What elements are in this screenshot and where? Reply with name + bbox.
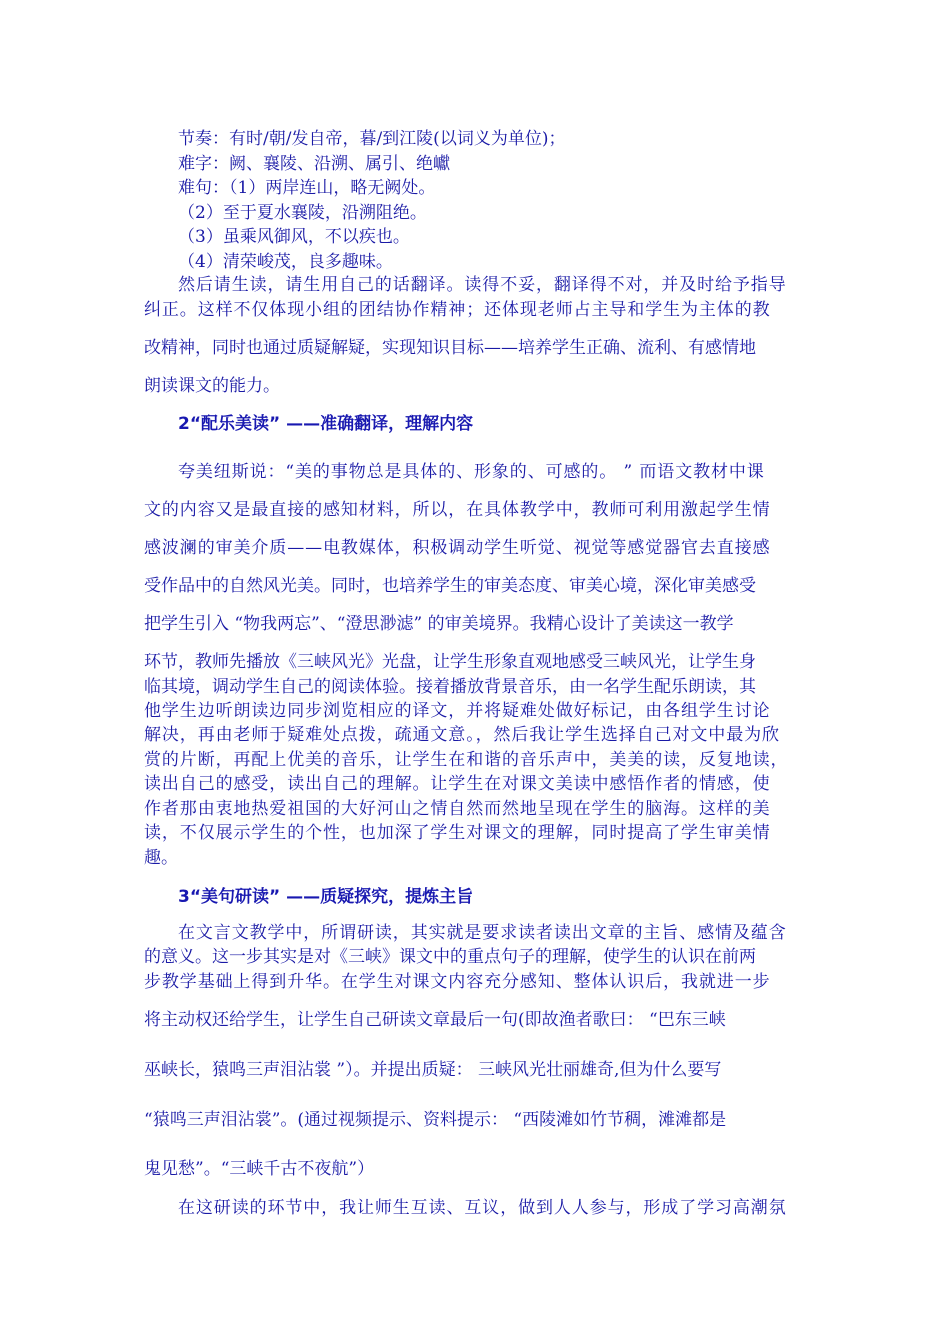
paragraph-line: 的意义。这一步其实是对《三峡》课文中的重点句子的理解，使学生的认识在前两 <box>144 947 756 967</box>
section-heading-2: 2“配乐美读” ——准确翻译，理解内容 <box>178 414 474 434</box>
paragraph-line: 趣。 <box>144 848 178 868</box>
paragraph-line: “猿鸣三声泪沾裳”。(通过视频提示、资料提示： “西陵滩如竹节稠，滩滩都是 <box>144 1110 727 1130</box>
paragraph-line: 步教学基础上得到升华。在学生对课文内容充分感知、整体认识后，我就进一步 <box>144 972 771 992</box>
hard-words-line: 难字：阙、襄陵、沿溯、属引、绝巘 <box>178 154 450 174</box>
paragraph-line: 纠正。这样不仅体现小组的团结协作精神；还体现老师占主导和学生为主体的教 <box>144 300 771 320</box>
section-heading-3: 3“美句研读” ——质疑探究，提炼主旨 <box>178 887 474 907</box>
hard-sentences-line: 难句：（1）两岸连山，略无阙处。 <box>178 178 436 198</box>
paragraph-line: 将主动权还给学生，让学生自己研读文章最后一句(即故渔者歌曰： “巴东三峡 <box>144 1010 726 1030</box>
paragraph-line: 读出自己的感受，读出自己的理解。让学生在对课文美读中感悟作者的情感，使 <box>144 774 771 794</box>
paragraph-line: 把学生引入 “物我两忘”、“澄思渺滤” 的审美境界。我精心设计了美读这一教学 <box>144 614 734 634</box>
paragraph-line: 感波澜的审美介质——电教媒体，积极调动学生听觉、视觉等感觉器官去直接感 <box>144 538 771 558</box>
paragraph-line: 文的内容又是最直接的感知材料，所以，在具体教学中，教师可利用激起学生情 <box>144 500 771 520</box>
paragraph-line: 赏的片断，再配上优美的音乐，让学生在和谐的音乐声中，美美的读，反复地读， <box>144 750 789 770</box>
paragraph-line: 环节，教师先播放《三峡风光》光盘，让学生形象直观地感受三峡风光，让学生身 <box>144 652 756 672</box>
rhythm-line: 节奏：有时/朝/发自帝，暮/到江陵(以词义为单位)； <box>178 129 566 149</box>
paragraph-line: 鬼见愁”。“三峡千古不夜航”） <box>144 1159 375 1179</box>
paragraph-line: 朗读课文的能力。 <box>144 376 280 396</box>
hard-sentence-2: （2）至于夏水襄陵，沿溯阻绝。 <box>178 203 427 223</box>
paragraph-line: 在文言文教学中，所谓研读，其实就是要求读者读出文章的主旨、感情及蕴含 <box>178 923 787 943</box>
paragraph-line: 巫峡长，猿鸣三声泪沾裳 ”）。并提出质疑： 三峡风光壮丽雄奇,但为什么要写 <box>144 1060 722 1080</box>
paragraph-line: 解决，再由老师于疑难处点拨，疏通文意。，然后我让学生选择自己对文中最为欣 <box>144 725 780 745</box>
hard-sentence-3: （3）虽乘风御风，不以疾也。 <box>178 227 410 247</box>
paragraph-line: 作者那由衷地热爱祖国的大好河山之情自然而然地呈现在学生的脑海。这样的美 <box>144 799 771 819</box>
paragraph-line: 临其境，调动学生自己的阅读体验。接着播放背景音乐，由一名学生配乐朗读，其 <box>144 677 756 697</box>
paragraph-line: 然后请生读，请生用自己的话翻译。读得不妥，翻译得不对，并及时给予指导 <box>178 275 787 295</box>
paragraph-line: 在这研读的环节中，我让师生互读、互议，做到人人参与，形成了学习高潮氛 <box>178 1198 787 1218</box>
paragraph-line: 夸美纽斯说：“美的事物总是具体的、形象的、可感的。 ” 而语文教材中课 <box>178 462 765 482</box>
paragraph-line: 受作品中的自然风光美。同时，也培养学生的审美态度、审美心境，深化审美感受 <box>144 576 756 596</box>
paragraph-line: 改精神，同时也通过质疑解疑，实现知识目标——培养学生正确、流利、有感情地 <box>144 338 756 358</box>
paragraph-line: 他学生边听朗读边同步浏览相应的译文，并将疑难处做好标记，由各组学生讨论 <box>144 701 771 721</box>
paragraph-line: 读，不仅展示学生的个性，也加深了学生对课文的理解，同时提高了学生审美情 <box>144 823 771 843</box>
hard-sentence-4: （4）清荣峻茂，良多趣味。 <box>178 252 393 272</box>
